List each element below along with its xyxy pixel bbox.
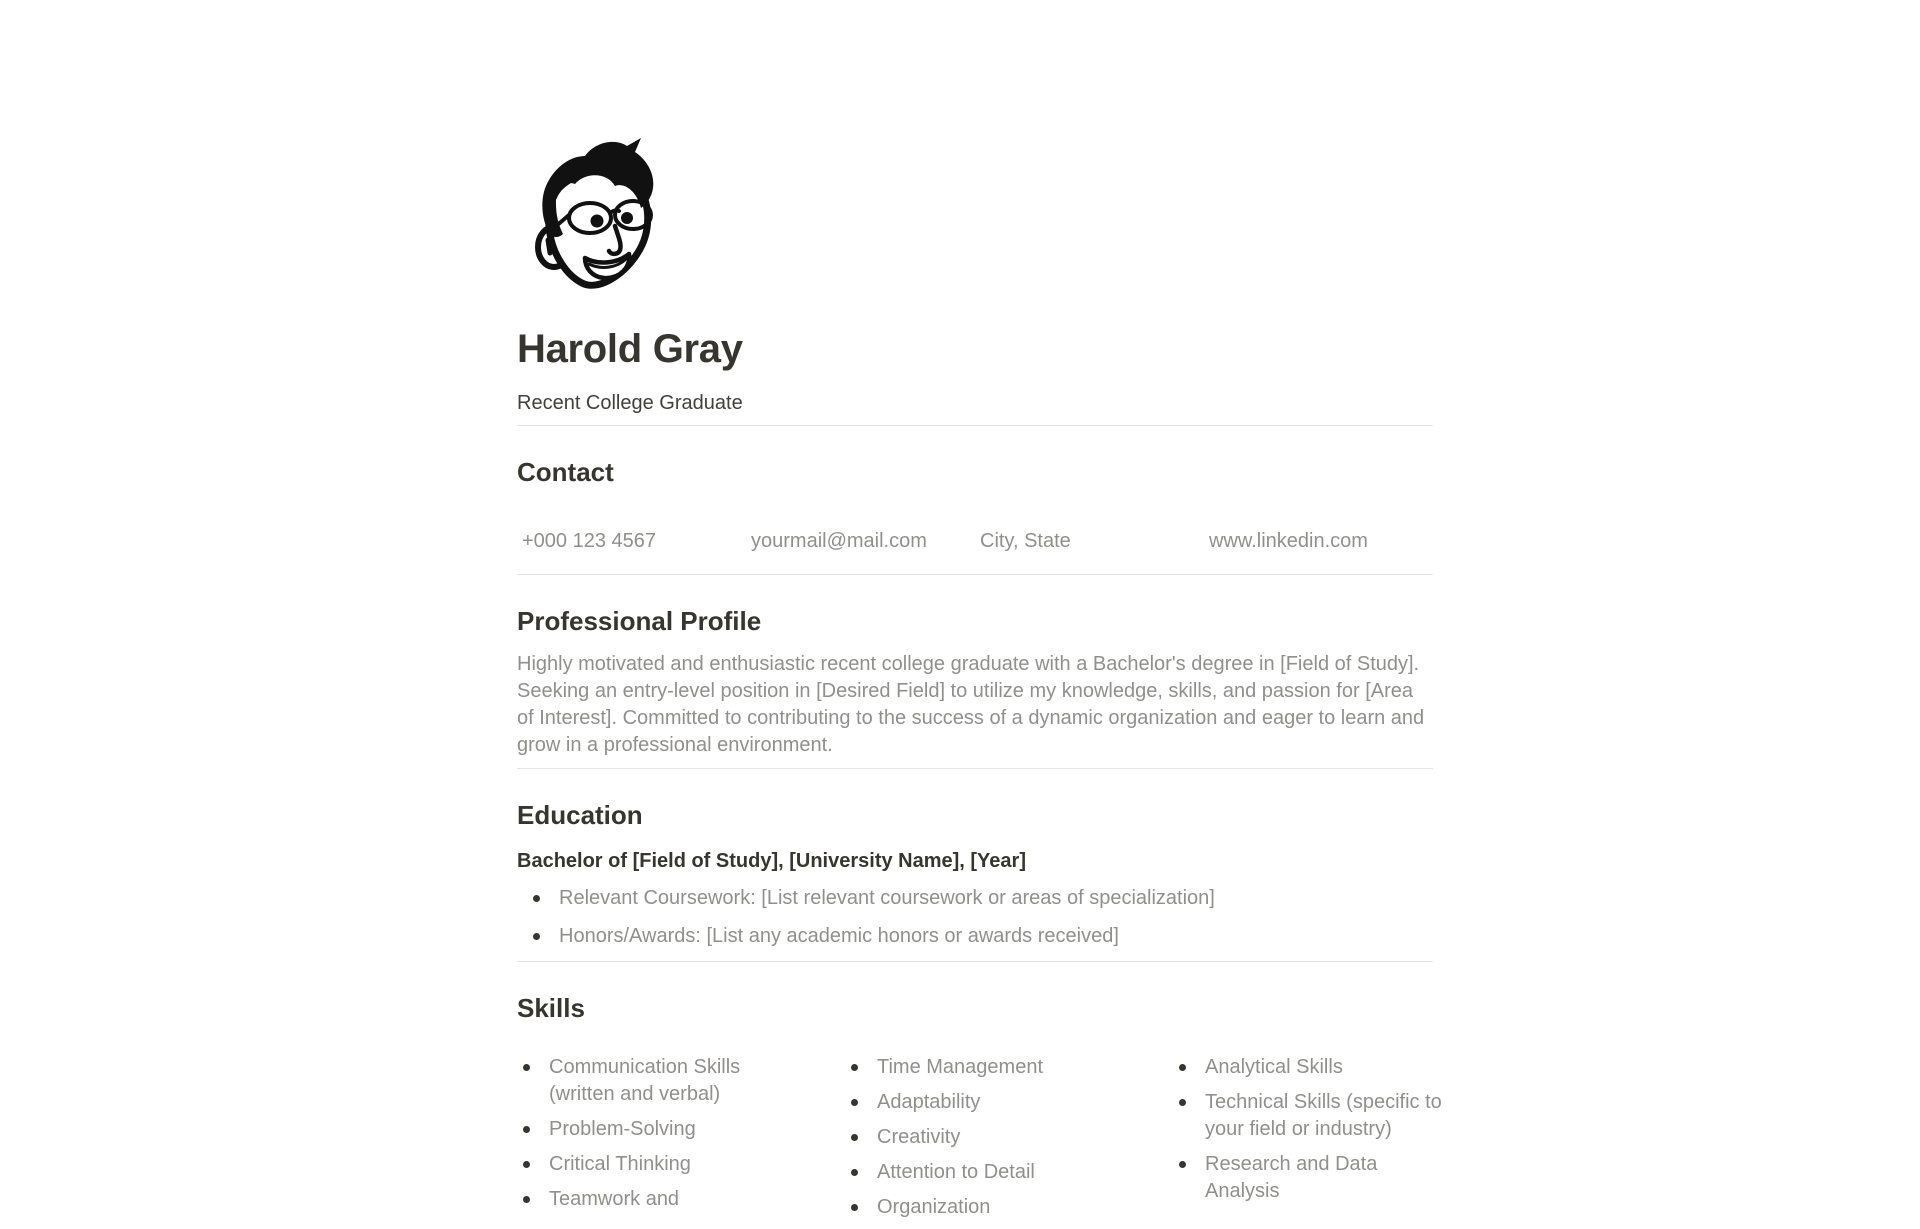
divider (517, 768, 1433, 769)
contact-phone: +000 123 4567 (522, 530, 657, 552)
education-heading: Education (517, 800, 643, 830)
skill-label: Research and Data Analysis (1205, 1153, 1378, 1202)
page-title: Harold Gray (517, 327, 743, 371)
avatar (523, 134, 1433, 300)
education-degree: Bachelor of [Field of Study], [University Name], [Year] (517, 850, 1026, 872)
skill-label: Adaptability (877, 1091, 981, 1113)
contact-website: www.linkedin.com (1209, 530, 1368, 552)
skills-heading: Skills (517, 993, 585, 1023)
divider (517, 425, 1433, 426)
skill-label: Organization (877, 1196, 991, 1218)
skill-label: Teamwork and (549, 1188, 680, 1210)
contact-location: City, State (980, 530, 1071, 552)
skills-column-2 (845, 1054, 1125, 1229)
resume-content-column (517, 0, 1442, 1229)
divider (517, 574, 1433, 575)
education-bullet-item: Honors/Awards: [List any academic honors or awards received] (531, 923, 1433, 950)
skill-item (1177, 1151, 1445, 1205)
skill-label: Technical Skills (specific to your field or industry) (1205, 1091, 1442, 1140)
skill-item (521, 1116, 789, 1143)
cartoon-man-avatar-icon (523, 134, 673, 300)
contact-section (517, 456, 1433, 555)
professional-profile-section (517, 605, 1433, 759)
skill-label: Communication Skills (written and verbal) (549, 1056, 741, 1105)
contact-email: yourmail@mail.com (751, 530, 927, 552)
skill-item (849, 1194, 1117, 1221)
skill-label: Time Management (877, 1056, 1043, 1078)
contact-heading: Contact (517, 457, 614, 487)
professional-profile-heading: Professional Profile (517, 606, 762, 636)
skill-item (849, 1054, 1117, 1081)
skill-label: Critical Thinking (549, 1153, 691, 1175)
skill-item (1177, 1054, 1445, 1081)
contact-row (517, 528, 1433, 555)
professional-profile-text: Highly motivated and enthusiastic recent college graduate with a Bachelor's degree in [Field of Study]. Seeking an entry-level position in [Desired Field] to utilize my knowledge, skills, and passion for [Area of Interest]. Committed to contributing to the success of a dynamic organization and eager to learn and grow in a professional environment. (517, 653, 1425, 756)
skill-item (849, 1159, 1117, 1186)
skills-section (517, 992, 1442, 1229)
education-bullet-list (517, 885, 1433, 950)
skill-label: Attention to Detail (877, 1161, 1035, 1183)
skill-item (1177, 1089, 1445, 1143)
profile-subtitle: Recent College Graduate (517, 392, 743, 414)
education-section (517, 799, 1433, 950)
skills-column-3 (1173, 1054, 1453, 1229)
divider (517, 961, 1433, 962)
skill-label: Problem-Solving (549, 1118, 696, 1140)
skill-item (521, 1054, 789, 1108)
skills-column-1 (517, 1054, 797, 1229)
skill-label: Creativity (877, 1126, 961, 1148)
skills-columns (517, 1054, 1442, 1229)
skill-item (849, 1124, 1117, 1151)
skill-item (521, 1151, 789, 1178)
skill-item (849, 1089, 1117, 1116)
skill-label: Analytical Skills (1205, 1056, 1343, 1078)
skill-item (521, 1186, 789, 1213)
education-bullet-item: Relevant Coursework: [List relevant coursework or areas of specialization] (531, 885, 1433, 912)
